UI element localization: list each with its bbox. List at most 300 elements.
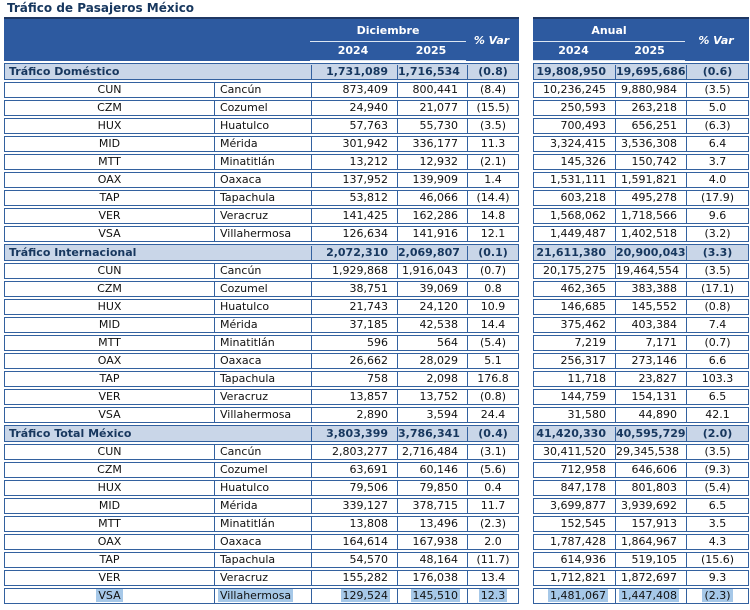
section-annual-2025-total[interactable]: 40,595,729: [616, 426, 686, 440]
dec-var-cell[interactable]: [467, 463, 518, 477]
table-row[interactable]: [4, 480, 750, 496]
dec-2024-cell[interactable]: [311, 191, 397, 205]
dec-var-cell[interactable]: [467, 318, 518, 332]
annual-2025-cell[interactable]: [615, 101, 686, 115]
annual-var-cell[interactable]: [686, 372, 748, 386]
annual-2025-cell[interactable]: [615, 155, 686, 169]
airport-name-cell[interactable]: [214, 463, 311, 477]
dec-2024-cell[interactable]: [311, 553, 397, 567]
airport-name-cell[interactable]: [214, 300, 311, 314]
dec-var-cell[interactable]: [467, 517, 518, 531]
dec-2024-cell[interactable]: [311, 589, 397, 603]
annual-2025-cell[interactable]: [615, 445, 686, 459]
airport-name-cell[interactable]: [214, 191, 311, 205]
section-annual-var-total[interactable]: (2.0): [686, 427, 748, 441]
annual-2025-value: 29,345,538: [616, 445, 679, 458]
dec-2024-cell[interactable]: [311, 571, 397, 585]
dec-2024-cell[interactable]: [311, 119, 397, 133]
table-row[interactable]: [4, 172, 750, 188]
airport-name: Huatulco: [220, 300, 270, 313]
dec-2025-cell[interactable]: [397, 137, 467, 151]
airport-name-cell[interactable]: [214, 390, 311, 404]
dec-var-cell[interactable]: [467, 336, 518, 350]
dec-2025-cell[interactable]: [397, 264, 467, 278]
dec-2025-cell[interactable]: [397, 300, 467, 314]
dec-2025-cell[interactable]: [397, 209, 467, 223]
airport-code-cell[interactable]: [5, 481, 214, 495]
dec-var-value: (14.4): [476, 191, 510, 204]
dec-2024-cell[interactable]: [311, 390, 397, 404]
airport-code-cell[interactable]: [5, 336, 214, 350]
dec-2025-cell[interactable]: [397, 354, 467, 368]
dec-2025-cell[interactable]: [397, 481, 467, 495]
dec-var-value: (5.4): [479, 336, 507, 349]
airport-code-cell[interactable]: [5, 372, 214, 386]
annual-2024-cell[interactable]: [534, 173, 615, 187]
dec-2024-cell[interactable]: [311, 318, 397, 332]
dec-2025-cell[interactable]: [397, 463, 467, 477]
annual-2025-cell[interactable]: [615, 553, 686, 567]
annual-2024-cell[interactable]: [534, 390, 615, 404]
annual-var-cell[interactable]: [686, 119, 748, 133]
annual-var-cell[interactable]: [686, 463, 748, 477]
table-row[interactable]: [4, 498, 750, 514]
airport-name-cell[interactable]: [214, 209, 311, 223]
dec-2025-cell[interactable]: [397, 390, 467, 404]
annual-2024-cell[interactable]: [534, 499, 615, 513]
airport-name-cell[interactable]: [214, 589, 311, 603]
annual-2025-cell[interactable]: [615, 535, 686, 549]
dec-2025-cell[interactable]: [397, 282, 467, 296]
airport-name-cell[interactable]: [214, 354, 311, 368]
annual-2024-cell[interactable]: [534, 191, 615, 205]
airport-code-cell[interactable]: [5, 264, 214, 278]
dec-2025-cell[interactable]: [397, 336, 467, 350]
table-row[interactable]: [4, 317, 750, 333]
airport-code: MID: [98, 318, 121, 331]
annual-2025-cell[interactable]: [615, 282, 686, 296]
dec-var-cell[interactable]: [467, 137, 518, 151]
dec-2025-cell[interactable]: [397, 517, 467, 531]
airport-code: OAX: [97, 173, 122, 186]
annual-2025-cell[interactable]: [615, 499, 686, 513]
dec-2024-cell[interactable]: [311, 499, 397, 513]
airport-name-cell[interactable]: [214, 553, 311, 567]
section-dec-2024-total[interactable]: 2,072,310: [311, 246, 397, 260]
table-row[interactable]: [4, 136, 750, 152]
annual-2024-cell[interactable]: [534, 227, 615, 241]
dec-var-cell[interactable]: [467, 155, 518, 169]
airport-name-cell[interactable]: [214, 481, 311, 495]
dec-2024-cell[interactable]: [311, 209, 397, 223]
dec-2024-cell[interactable]: [311, 83, 397, 97]
annual-var-cell[interactable]: [686, 227, 748, 241]
annual-2025-cell[interactable]: [615, 209, 686, 223]
table-row[interactable]: [4, 353, 750, 369]
dec-2024-value: 1,929,868: [332, 264, 388, 277]
section-annual-var-total[interactable]: (0.6): [686, 65, 748, 79]
dec-var-cell[interactable]: [467, 499, 518, 513]
annual-var-cell[interactable]: [686, 155, 748, 169]
section-dec-2025-total[interactable]: 1,716,534: [397, 65, 467, 79]
dec-var-cell[interactable]: [467, 535, 518, 549]
annual-var-cell[interactable]: [686, 535, 748, 549]
section-label[interactable]: Tráfico Total México: [9, 426, 132, 440]
annual-2024-cell[interactable]: [534, 318, 615, 332]
airport-code-cell[interactable]: [5, 209, 214, 223]
airport-code-cell[interactable]: [5, 553, 214, 567]
dec-var-cell[interactable]: [467, 173, 518, 187]
dec-var-cell[interactable]: [467, 390, 518, 404]
airport-code-cell[interactable]: [5, 155, 214, 169]
annual-var-cell[interactable]: [686, 209, 748, 223]
airport-code-cell[interactable]: [5, 408, 214, 422]
dec-var-cell[interactable]: [467, 191, 518, 205]
section-total-row[interactable]: [4, 425, 750, 442]
annual-var-cell[interactable]: [686, 517, 748, 531]
airport-name-cell[interactable]: [214, 408, 311, 422]
annual-2025-cell[interactable]: [615, 227, 686, 241]
annual-var-cell[interactable]: [686, 173, 748, 187]
dec-2025-cell[interactable]: [397, 318, 467, 332]
dec-2025-cell[interactable]: [397, 553, 467, 567]
annual-var-cell[interactable]: [686, 445, 748, 459]
annual-2024-value: 3,324,415: [550, 137, 606, 150]
dec-2024-cell[interactable]: [311, 408, 397, 422]
dec-2024-cell[interactable]: [311, 137, 397, 151]
table-row[interactable]: [4, 154, 750, 170]
annual-2024-cell[interactable]: [534, 155, 615, 169]
airport-code-cell[interactable]: [5, 390, 214, 404]
annual-var-cell[interactable]: [686, 101, 748, 115]
annual-2025-cell[interactable]: [615, 191, 686, 205]
table-row[interactable]: [4, 190, 750, 206]
airport-name-cell[interactable]: [214, 336, 311, 350]
annual-2024-cell[interactable]: [534, 408, 615, 422]
dec-2024-cell[interactable]: [311, 300, 397, 314]
annual-2025-value: 1,864,967: [621, 535, 677, 548]
annual-2025-cell[interactable]: [615, 589, 686, 603]
section-annual-2025-total[interactable]: 20,900,043: [616, 245, 686, 259]
annual-var-cell[interactable]: [686, 481, 748, 495]
annual-2025-cell[interactable]: [615, 372, 686, 386]
table-row[interactable]: [4, 407, 750, 423]
dec-2025-cell[interactable]: [397, 535, 467, 549]
annual-2024-cell[interactable]: [534, 282, 615, 296]
section-dec-var-total[interactable]: (0.1): [467, 246, 518, 260]
airport-code-cell[interactable]: [5, 227, 214, 241]
airport-name-cell[interactable]: [214, 227, 311, 241]
dec-2024-cell[interactable]: [311, 336, 397, 350]
dec-var-value: (3.1): [479, 445, 507, 458]
airport-code-cell[interactable]: [5, 318, 214, 332]
annual-2025-cell[interactable]: [615, 336, 686, 350]
airport-code-cell[interactable]: [5, 191, 214, 205]
table-row[interactable]: [4, 371, 750, 387]
airport-name-cell[interactable]: [214, 264, 311, 278]
table-row[interactable]: [4, 82, 750, 98]
section-dec-2024-total[interactable]: 1,731,089: [311, 65, 397, 79]
dec-var-cell[interactable]: [467, 589, 518, 603]
dec-var-cell[interactable]: [467, 481, 518, 495]
annual-2025-cell[interactable]: [615, 264, 686, 278]
airport-code-cell[interactable]: [5, 535, 214, 549]
dec-2025-cell[interactable]: [397, 589, 467, 603]
dec-var-value: (11.7): [476, 553, 510, 566]
section-dec-2025-total[interactable]: 2,069,807: [397, 246, 467, 260]
annual-2025-cell[interactable]: [615, 463, 686, 477]
airport-name-cell[interactable]: [214, 101, 311, 115]
airport-name-cell[interactable]: [214, 499, 311, 513]
dec-2024-value: 54,570: [349, 553, 388, 566]
annual-2024-cell[interactable]: [534, 481, 615, 495]
dec-2025-value: 21,077: [419, 101, 458, 114]
dec-2025-cell[interactable]: [397, 499, 467, 513]
annual-2024-cell[interactable]: [534, 209, 615, 223]
dec-2024-cell[interactable]: [311, 517, 397, 531]
annual-var-cell[interactable]: [686, 300, 748, 314]
annual-var-cell[interactable]: [686, 408, 748, 422]
section-label[interactable]: Tráfico Doméstico: [9, 64, 120, 78]
table-row[interactable]: [4, 226, 750, 242]
airport-code-cell[interactable]: [5, 445, 214, 459]
annual-2024-cell[interactable]: [534, 354, 615, 368]
airport-code-cell[interactable]: [5, 571, 214, 585]
annual-var-value: 7.4: [708, 318, 727, 331]
airport-code-cell[interactable]: [5, 499, 214, 513]
table-row[interactable]: [4, 444, 750, 460]
section-annual-2025-total[interactable]: 19,695,686: [616, 64, 686, 78]
table-gap: [519, 335, 533, 351]
airport-name-cell[interactable]: [214, 137, 311, 151]
annual-var-cell[interactable]: [686, 318, 748, 332]
annual-2024-cell[interactable]: [534, 372, 615, 386]
annual-2025-cell[interactable]: [615, 571, 686, 585]
dec-var-cell[interactable]: [467, 83, 518, 97]
annual-2024-cell[interactable]: [534, 101, 615, 115]
dec-2024-cell[interactable]: [311, 372, 397, 386]
annual-var-cell[interactable]: [686, 191, 748, 205]
dec-2024-cell[interactable]: [311, 445, 397, 459]
december-year-2025: 2025: [396, 42, 466, 61]
section-total-row[interactable]: [4, 244, 750, 261]
dec-var-cell[interactable]: [467, 300, 518, 314]
annual-2024-cell[interactable]: [534, 463, 615, 477]
dec-var-cell[interactable]: [467, 372, 518, 386]
dec-2025-cell[interactable]: [397, 101, 467, 115]
annual-2025-cell[interactable]: [615, 300, 686, 314]
row-left: [4, 534, 519, 550]
dec-2025-cell[interactable]: [397, 227, 467, 241]
annual-2024-cell[interactable]: [534, 535, 615, 549]
airport-code-cell[interactable]: [5, 463, 214, 477]
annual-2025-cell[interactable]: [615, 481, 686, 495]
airport-name-cell[interactable]: [214, 83, 311, 97]
airport-name-cell[interactable]: [214, 173, 311, 187]
annual-2024-cell[interactable]: [534, 571, 615, 585]
dec-2024-cell[interactable]: [311, 535, 397, 549]
dec-2024-cell[interactable]: [311, 264, 397, 278]
annual-2024-cell[interactable]: [534, 83, 615, 97]
annual-var-cell[interactable]: [686, 83, 748, 97]
dec-2024-cell[interactable]: [311, 101, 397, 115]
table-row[interactable]: [4, 263, 750, 279]
dec-var-cell[interactable]: [467, 119, 518, 133]
airport-code: CZM: [97, 282, 122, 295]
airport-name-cell[interactable]: [214, 119, 311, 133]
airport-code-cell[interactable]: [5, 589, 214, 603]
table-row[interactable]: [4, 389, 750, 405]
annual-2025-cell[interactable]: [615, 517, 686, 531]
dec-2024-cell[interactable]: [311, 282, 397, 296]
section-dec-2025-total[interactable]: 3,786,341: [397, 427, 467, 441]
dec-2025-cell[interactable]: [397, 119, 467, 133]
dec-var-value: (0.7): [479, 264, 507, 277]
annual-var-cell[interactable]: [686, 571, 748, 585]
dec-2024-cell[interactable]: [311, 354, 397, 368]
annual-2024-cell[interactable]: [534, 300, 615, 314]
table-row[interactable]: [4, 118, 750, 134]
annual-var-cell[interactable]: [686, 137, 748, 151]
table-row[interactable]: [4, 299, 750, 315]
dec-2024-cell[interactable]: [311, 463, 397, 477]
airport-name-cell[interactable]: [214, 445, 311, 459]
airport-name-cell[interactable]: [214, 155, 311, 169]
dec-var-cell[interactable]: [467, 553, 518, 567]
annual-2024-cell[interactable]: [534, 553, 615, 567]
section-total-row[interactable]: [4, 63, 750, 80]
dec-2025-value: 60,146: [419, 463, 458, 476]
annual-2025-value: 7,171: [645, 336, 677, 349]
table-row[interactable]: [4, 462, 750, 478]
dec-2024-cell[interactable]: [311, 155, 397, 169]
table-row[interactable]: [4, 588, 750, 604]
airport-code-cell[interactable]: [5, 101, 214, 115]
table-row[interactable]: [4, 570, 750, 586]
annual-2024-value: 462,365: [560, 282, 606, 295]
table-row[interactable]: [4, 335, 750, 351]
annual-2024-value: 1,449,487: [550, 227, 606, 240]
dec-var-cell[interactable]: [467, 264, 518, 278]
airport-name-cell[interactable]: [214, 517, 311, 531]
table-row[interactable]: [4, 552, 750, 568]
annual-var-cell[interactable]: [686, 264, 748, 278]
annual-2025-cell[interactable]: [615, 137, 686, 151]
airport-code-cell[interactable]: [5, 83, 214, 97]
annual-2025-cell[interactable]: [615, 173, 686, 187]
annual-2024-cell[interactable]: [534, 119, 615, 133]
section-dec-var-total[interactable]: (0.4): [467, 427, 518, 441]
annual-var-cell[interactable]: [686, 499, 748, 513]
annual-var-cell[interactable]: [686, 354, 748, 368]
table-row[interactable]: [4, 281, 750, 297]
airport-code: CUN: [97, 445, 122, 458]
section-label[interactable]: Tráfico Internacional: [9, 245, 137, 259]
dec-2024-cell[interactable]: [311, 481, 397, 495]
airport-name-cell[interactable]: [214, 282, 311, 296]
annual-2024-cell[interactable]: [534, 336, 615, 350]
dec-var-cell[interactable]: [467, 209, 518, 223]
dec-var-cell[interactable]: [467, 408, 518, 422]
table-row[interactable]: [4, 516, 750, 532]
annual-var-cell[interactable]: [686, 282, 748, 296]
dec-2024-cell[interactable]: [311, 173, 397, 187]
dec-var-cell[interactable]: [467, 227, 518, 241]
annual-2025-cell[interactable]: [615, 318, 686, 332]
table-row[interactable]: [4, 208, 750, 224]
airport-name-cell[interactable]: [214, 318, 311, 332]
section-dec-2024-total[interactable]: 3,803,399: [311, 427, 397, 441]
dec-2024-value: 13,212: [349, 155, 388, 168]
annual-var-value: (6.3): [704, 119, 731, 132]
dec-var-cell[interactable]: [467, 282, 518, 296]
table-gap: [519, 552, 533, 568]
annual-2025-cell[interactable]: [615, 354, 686, 368]
airport-code-cell[interactable]: [5, 354, 214, 368]
dec-2025-cell[interactable]: [397, 372, 467, 386]
section-annual-var-total[interactable]: (3.3): [686, 246, 748, 260]
table-gap: [519, 100, 533, 116]
section-annual-2024-total[interactable]: 41,420,330: [536, 426, 606, 440]
annual-var-cell[interactable]: [686, 553, 748, 567]
dec-2025-cell[interactable]: [397, 191, 467, 205]
airport-code-cell[interactable]: [5, 119, 214, 133]
annual-2024-cell[interactable]: [534, 517, 615, 531]
dec-2024-cell[interactable]: [311, 227, 397, 241]
row-left: [4, 172, 519, 188]
annual-2025-cell[interactable]: [615, 408, 686, 422]
dec-2025-cell[interactable]: [397, 155, 467, 169]
annual-2025-cell[interactable]: [615, 390, 686, 404]
annual-2025-value: 383,388: [631, 282, 677, 295]
dec-2025-cell[interactable]: [397, 408, 467, 422]
annual-var-cell[interactable]: [686, 336, 748, 350]
airport-code-cell[interactable]: [5, 300, 214, 314]
section-annual-2024-total[interactable]: 19,808,950: [536, 64, 606, 78]
annual-2024-cell[interactable]: [534, 137, 615, 151]
annual-2024-cell[interactable]: [534, 589, 615, 603]
airport-code-cell[interactable]: [5, 173, 214, 187]
section-annual-2024-total[interactable]: 21,611,380: [536, 245, 606, 259]
airport-name-cell[interactable]: [214, 571, 311, 585]
dec-var-cell[interactable]: [467, 571, 518, 585]
annual-2025-cell[interactable]: [615, 83, 686, 97]
airport-code-cell[interactable]: [5, 137, 214, 151]
airport-name-cell[interactable]: [214, 535, 311, 549]
annual-var-cell[interactable]: [686, 390, 748, 404]
table-row[interactable]: [4, 534, 750, 550]
dec-var-cell[interactable]: [467, 101, 518, 115]
annual-var-cell[interactable]: [686, 589, 748, 603]
dec-var-cell[interactable]: [467, 354, 518, 368]
dec-2025-cell[interactable]: [397, 445, 467, 459]
annual-2024-cell[interactable]: [534, 445, 615, 459]
dec-var-value: 14.8: [480, 209, 506, 222]
dec-2025-cell[interactable]: [397, 173, 467, 187]
table-row[interactable]: [4, 100, 750, 116]
annual-2025-cell[interactable]: [615, 119, 686, 133]
airport-name-cell[interactable]: [214, 372, 311, 386]
section-left: [4, 425, 519, 442]
annual-var-value: 6.4: [708, 137, 727, 150]
dec-var-cell[interactable]: [467, 445, 518, 459]
annual-2024-cell[interactable]: [534, 264, 615, 278]
section-dec-var-total[interactable]: (0.8): [467, 65, 518, 79]
dec-2025-cell[interactable]: [397, 83, 467, 97]
airport-code-cell[interactable]: [5, 517, 214, 531]
airport-code-cell[interactable]: [5, 282, 214, 296]
dec-2025-cell[interactable]: [397, 571, 467, 585]
